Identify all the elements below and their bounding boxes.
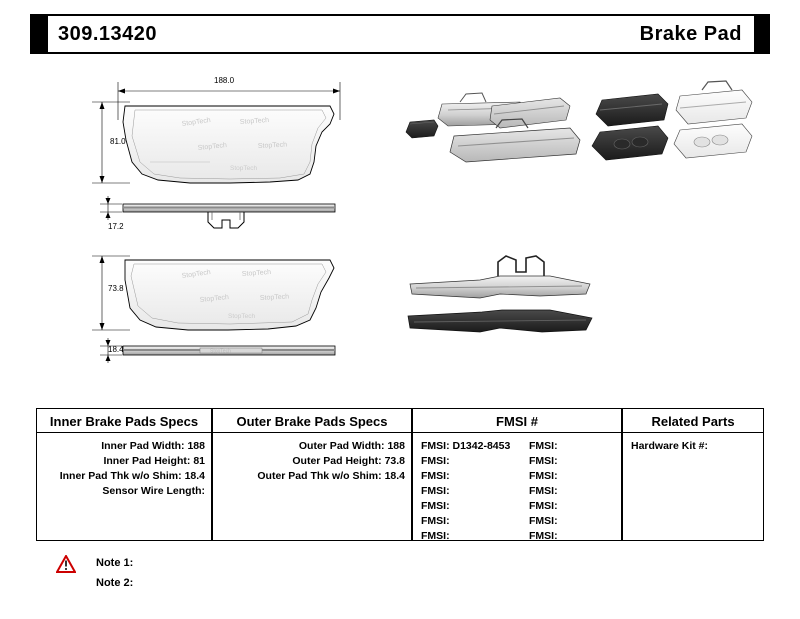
fmsi-label-right: FMSI: [529,515,558,527]
related-parts-column [622,408,764,541]
technical-drawing-area [30,62,770,392]
inner-pad-height-value: 81 [193,455,205,467]
fmsi-label: FMSI: D1342-8453 [421,440,511,452]
hardware-kit-label: Hardware Kit #: [631,440,709,452]
fmsi-label: FMSI: [421,455,450,467]
fmsi-label-right: FMSI: [529,485,558,497]
spec-row [213,469,411,484]
fmsi-column [412,408,622,541]
dim-outer-thickness-label: 18.4 [108,345,124,354]
fmsi-title: FMSI # [412,408,622,433]
inner-pad-thickness-value: 18.4 [184,470,205,482]
outer-pad-height-value: 73.8 [384,455,405,467]
spec-row [37,454,211,469]
spec-row [37,439,211,454]
outer-pad-side-view [123,346,335,355]
fmsi-label-right: FMSI: [529,470,558,482]
svg-text:StopTech: StopTech [230,165,258,172]
related-parts-body [622,433,764,541]
inner-specs-body [36,433,212,541]
fmsi-label-right: FMSI: [529,530,558,542]
dimension-lines-inner-thickness [100,196,122,220]
fmsi-row [413,469,621,484]
svg-text:StopTech: StopTech [181,268,212,280]
product-type-title: Brake Pad [639,23,742,45]
header-right-block [754,16,768,52]
product-photo-group-right [592,81,752,160]
outer-pad-height-label: Outer Pad Height: [292,455,382,467]
related-parts-title: Related Parts [622,408,764,433]
svg-text:StopTech: StopTech [197,141,228,152]
inner-pad-front-view [123,106,334,183]
dimension-lines-outer-height [92,256,130,330]
fmsi-label: FMSI: [421,485,450,497]
fmsi-label-right: FMSI: [529,500,558,512]
warning-triangle-icon [56,555,76,573]
inner-pad-side-view [123,204,335,228]
dim-inner-width-label: 188.0 [214,76,235,85]
specification-tables [36,408,764,541]
inner-pad-thickness-label: Inner Pad Thk w/o Shim: [59,470,182,482]
fmsi-label: FMSI: [421,470,450,482]
outer-specs-column [212,408,412,541]
note-2: Note 2: [96,577,134,589]
product-photo-group-left [406,93,580,162]
fmsi-row [413,499,621,514]
header-left-block [32,16,48,52]
sensor-wire-length-label: Sensor Wire Length: [102,485,205,497]
spec-row [213,439,411,454]
fmsi-label-right: FMSI: [529,455,558,467]
fmsi-row [413,439,621,454]
fmsi-row [413,454,621,469]
outer-specs-title: Outer Brake Pads Specs [212,408,412,433]
dim-outer-height-label: 73.8 [108,284,124,293]
fmsi-label: FMSI: [421,515,450,527]
inner-specs-column [36,408,212,541]
spec-row [37,469,211,484]
inner-pad-width-label: Inner Pad Width: [101,440,185,452]
outer-pad-width-label: Outer Pad Width: [298,440,385,452]
dim-inner-thickness-label: 17.2 [108,222,124,231]
note-1: Note 1: [96,557,134,569]
hardware-kit-row [623,439,763,454]
dim-inner-height-label: 81.0 [110,137,126,146]
drawing-svg [30,62,770,392]
outer-pad-thickness-value: 18.4 [384,470,405,482]
outer-pad-width-value: 188 [387,440,405,452]
inner-pad-height-label: Inner Pad Height: [103,455,191,467]
svg-text:StopTech: StopTech [199,293,230,304]
fmsi-label: FMSI: [421,530,450,542]
fmsi-row [413,529,621,544]
part-number: 309.13420 [58,23,158,45]
fmsi-body [412,433,622,541]
svg-text:StopTech: StopTech [210,348,231,355]
svg-text:StopTech: StopTech [181,116,212,128]
spec-row [37,484,211,499]
svg-text:StopTech: StopTech [239,116,270,126]
inner-pad-width-value: 188 [187,440,205,452]
notes-section [56,553,356,593]
fmsi-row [413,514,621,529]
fmsi-value: D1342-8453 [452,440,511,452]
fmsi-label-right: FMSI: [529,440,558,452]
outer-pad-thickness-label: Outer Pad Thk w/o Shim: [257,470,382,482]
svg-text:StopTech: StopTech [259,293,290,302]
spec-row [213,454,411,469]
svg-text:StopTech: StopTech [241,268,272,278]
outer-pad-front-view [125,260,334,330]
inner-specs-title: Inner Brake Pads Specs [36,408,212,433]
outer-specs-body [212,433,412,541]
svg-text:StopTech: StopTech [257,141,288,150]
svg-text:StopTech: StopTech [228,313,256,320]
fmsi-label: FMSI: [421,500,450,512]
product-photo-group-bottom [408,256,592,332]
header-bar [30,14,770,54]
fmsi-row [413,484,621,499]
